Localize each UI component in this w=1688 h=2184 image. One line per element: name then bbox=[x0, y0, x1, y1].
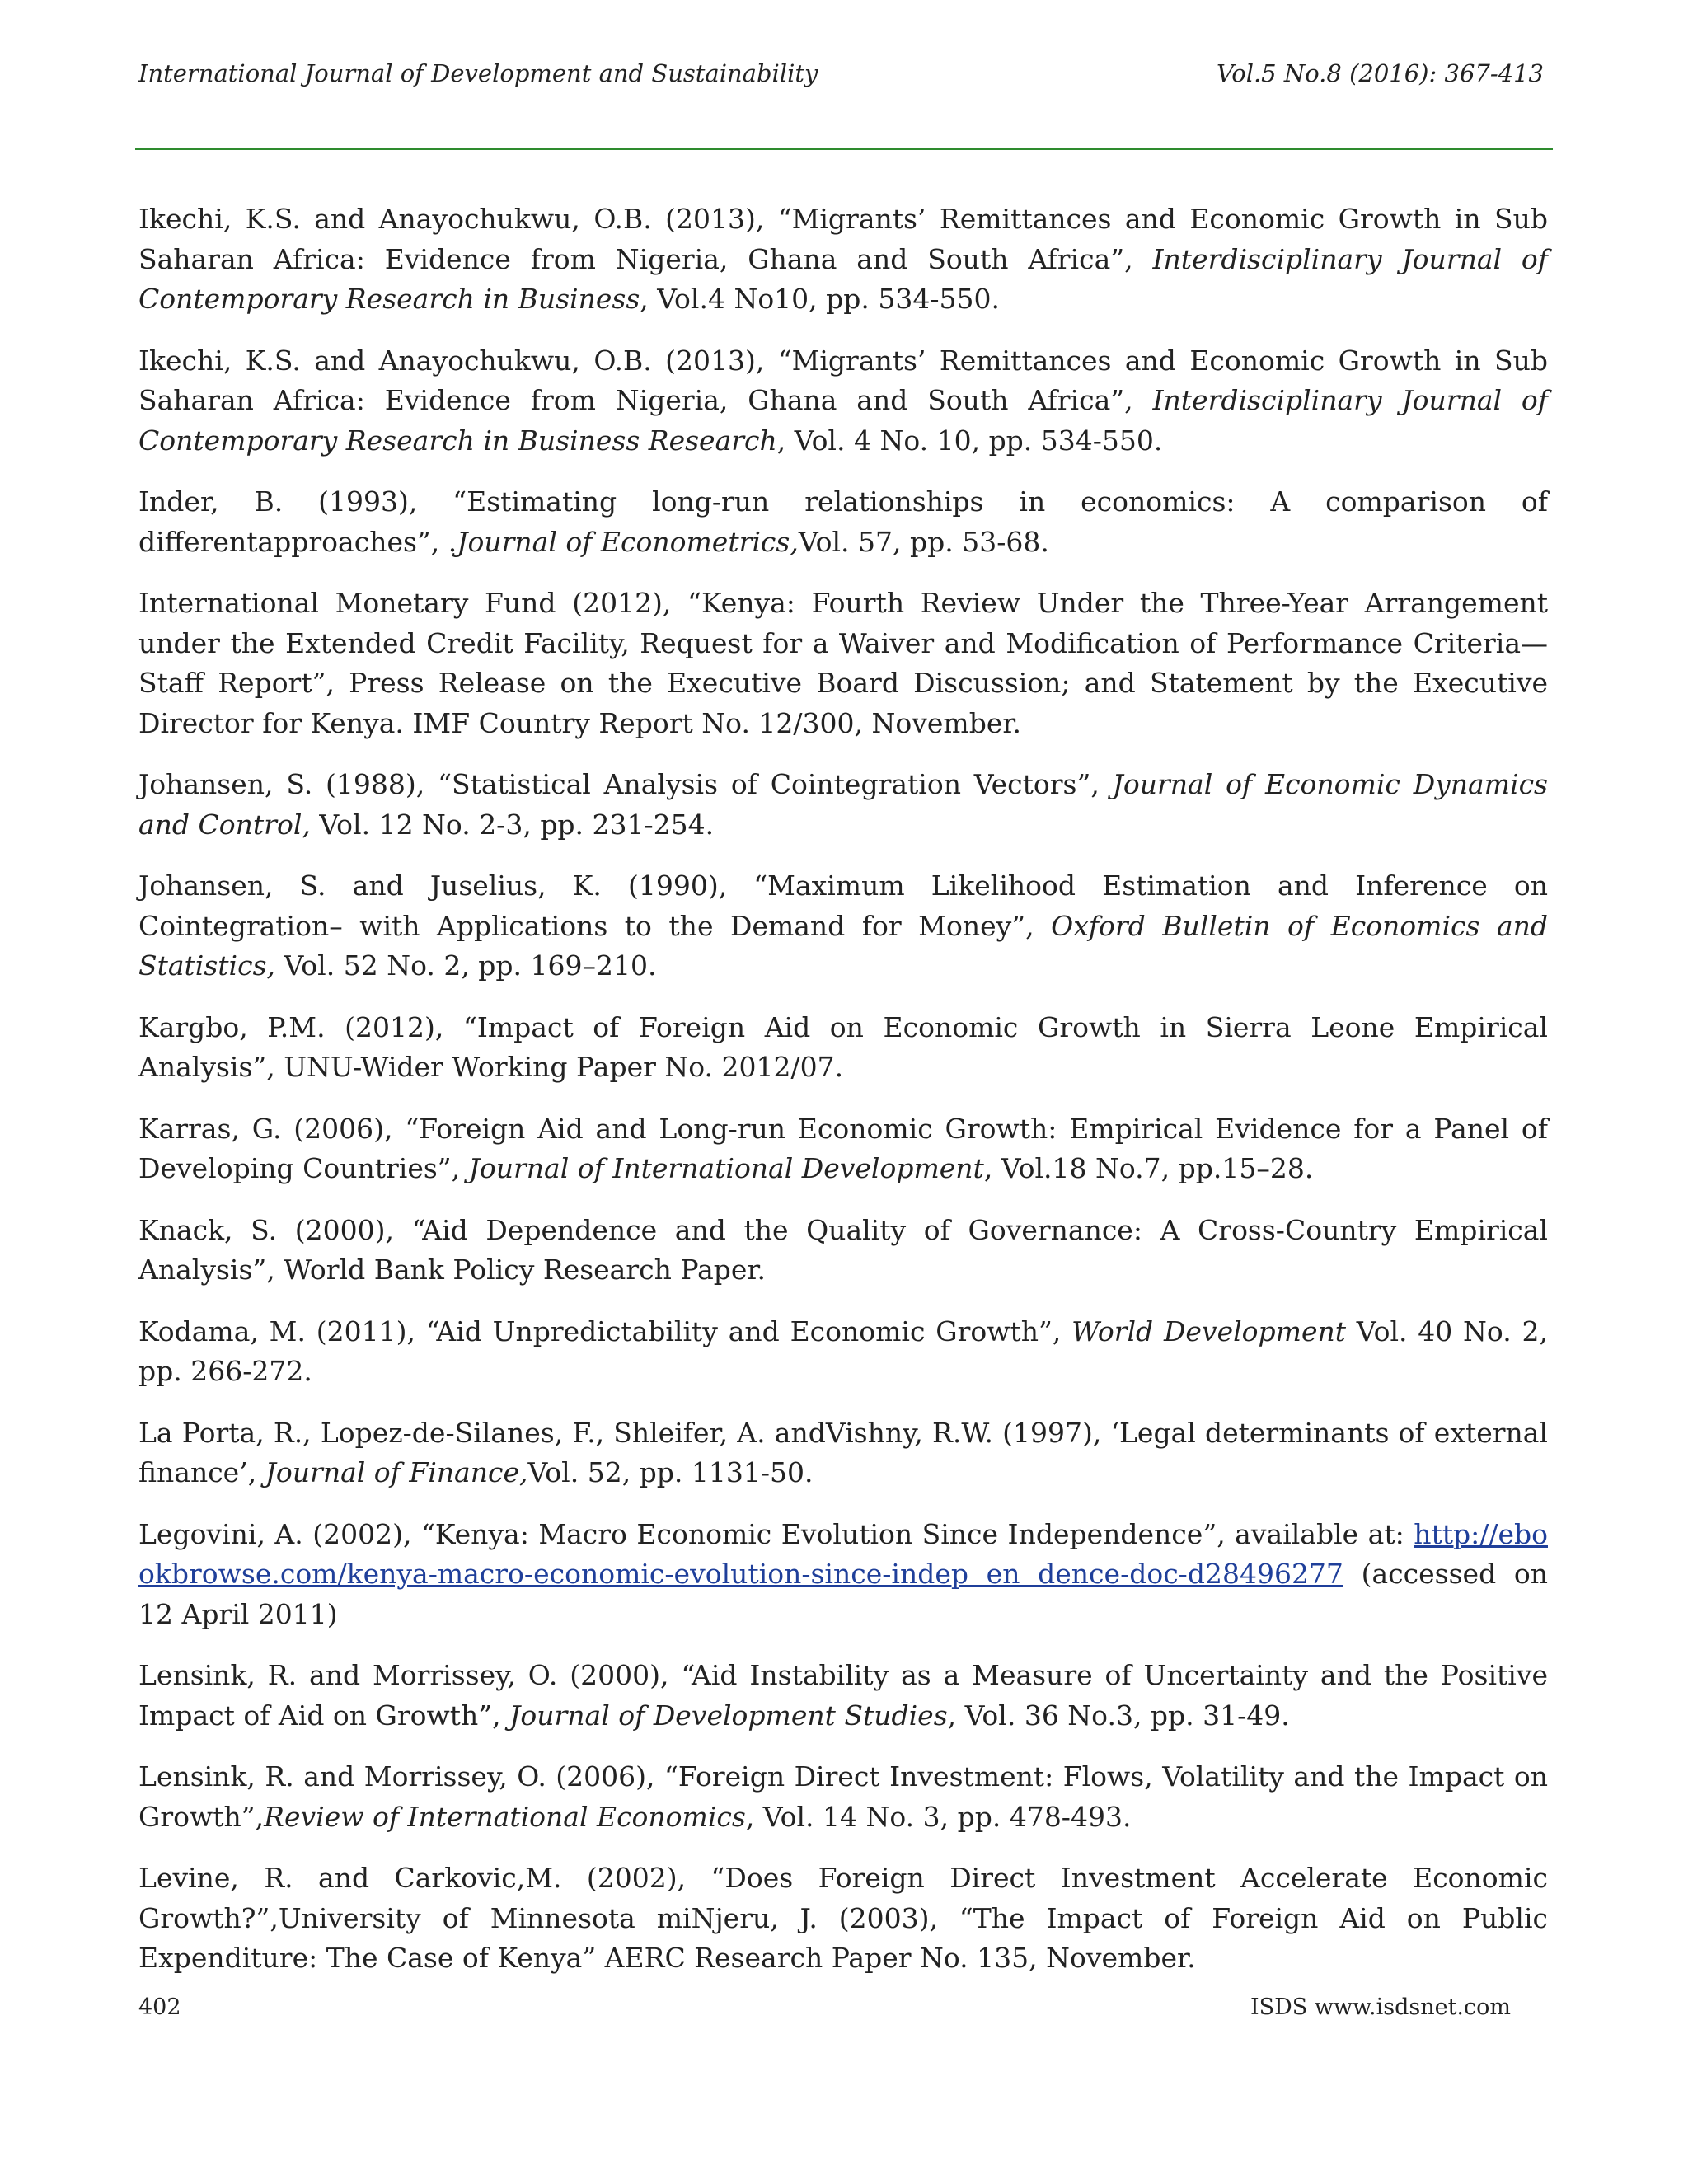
reference-text: Knack, S. (2000), “Aid Dependence and the Quality of Governance: A Cross-Country Empirical Analysis”, World Bank Policy Research Paper. bbox=[138, 1213, 1548, 1286]
reference-details: Vol. 52, pp. 1131-50. bbox=[528, 1456, 814, 1488]
reference-details: , Vol. 36 No.3, pp. 31-49. bbox=[947, 1699, 1290, 1732]
reference-text: Kargbo, P.M. (2012), “Impact of Foreign Aid on Economic Growth in Sierra Leone Empirical Analysis”, UNU-Wider Working Paper No. 2012/07. bbox=[138, 1010, 1548, 1083]
publication-title: Journal of Finance, bbox=[265, 1456, 528, 1488]
running-header bbox=[138, 59, 1544, 96]
reference-details: , Vol.4 No10, pp. 534-550. bbox=[640, 283, 1000, 315]
reference-entry bbox=[138, 1211, 1548, 1291]
reference-entry bbox=[138, 583, 1548, 743]
reference-entry bbox=[138, 1312, 1548, 1392]
journal-title: International Journal of Development and Sustainability bbox=[138, 59, 818, 87]
publication-title: Journal of Economic Dynamics and Control, bbox=[138, 768, 1548, 841]
publication-title: World Development bbox=[1071, 1315, 1346, 1347]
volume-info: Vol.5 No.8 (2016): 367-413 bbox=[1216, 59, 1544, 87]
reference-details: Vol. 40 No. 2, pp. 266-272. bbox=[138, 1315, 1548, 1387]
reference-text: Kodama, M. (2011), “Aid Unpredictability and Economic Growth”, bbox=[138, 1315, 1072, 1347]
reference-text: Legovini, A. (2002), “Kenya: Macro Economic Evolution Since Independence”, available at: bbox=[138, 1517, 1414, 1550]
publication-title: Journal of International Development bbox=[468, 1152, 984, 1184]
reference-entry bbox=[138, 199, 1548, 320]
publication-title: Oxford Bulletin of Economics and Statistics, bbox=[138, 909, 1548, 982]
reference-entry bbox=[138, 341, 1548, 462]
reference-details: Vol. 57, pp. 53-68. bbox=[798, 525, 1049, 558]
reference-details: , Vol.18 No.7, pp.15–28. bbox=[983, 1152, 1314, 1184]
access-note: (accessed on 12 April 2011) bbox=[138, 1558, 1549, 1630]
reference-text: International Monetary Fund (2012), “Kenya: Fourth Review Under the Three-Year Arrangement under the Extended Credit Facility, Request for a Waiver and Modification of Performance Criteria—Staff Report”, Press Release on the Executive Board Discussion; and Statement by the Executive Director for Kenya. IMF Country Report No. 12/300, November. bbox=[138, 587, 1548, 739]
reference-list bbox=[138, 199, 1548, 2000]
publication-title: Journal of Development Studies bbox=[509, 1699, 948, 1732]
header-divider bbox=[135, 148, 1553, 150]
publication-title: Journal of Econometrics, bbox=[457, 525, 799, 558]
reference-text: La Porta, R., Lopez-de-Silanes, F., Shleifer, A. andVishny, R.W. (1997), ‘Legal determinants of external finance’, bbox=[138, 1416, 1548, 1488]
page-footer bbox=[138, 1994, 1511, 2027]
reference-text: Levine, R. and Carkovic,M. (2002), “Does Foreign Direct Investment Accelerate Economic Growth?”,University of Minnesota miNjeru, J. (2003), “The Impact of Foreign Aid on Public Expenditure: The Case of Kenya” AERC Research Paper No. 135, November. bbox=[138, 1862, 1548, 1974]
reference-details: Vol. 12 No. 2-3, pp. 231-254. bbox=[310, 808, 715, 841]
reference-details: , Vol. 4 No. 10, pp. 534-550. bbox=[776, 424, 1163, 457]
reference-entry bbox=[138, 1413, 1548, 1493]
reference-text: Johansen, S. and Juselius, K. (1990), “Maximum Likelihood Estimation and Inference on Cointegration– with Applications to the Demand for Money”, bbox=[138, 869, 1548, 942]
publication-title: Review of International Economics bbox=[264, 1800, 746, 1833]
publication-title: Interdisciplinary Journal of Contemporary Research in Business Research bbox=[138, 384, 1548, 457]
reference-text: Lensink, R. and Morrissey, O. (2006), “Foreign Direct Investment: Flows, Volatility and the Impact on Growth”, bbox=[138, 1760, 1548, 1833]
reference-entry bbox=[138, 482, 1548, 562]
reference-entry bbox=[138, 1757, 1548, 1837]
reference-entry bbox=[138, 765, 1548, 845]
page-number: 402 bbox=[138, 1994, 181, 2020]
reference-details: , Vol. 14 No. 3, pp. 478-493. bbox=[745, 1800, 1132, 1833]
reference-entry bbox=[138, 1109, 1548, 1189]
reference-text: Lensink, R. and Morrissey, O. (2000), “Aid Instability as a Measure of Uncertainty and the Positive Impact of Aid on Growth”, bbox=[138, 1659, 1548, 1732]
reference-entry bbox=[138, 1656, 1548, 1736]
publication-title: Interdisciplinary Journal of Contemporary Research in Business bbox=[138, 242, 1548, 315]
reference-entry bbox=[138, 1008, 1548, 1088]
reference-text: Inder, B. (1993), “Estimating long-run relationships in economics: A comparison of differentapproaches”, . bbox=[138, 485, 1548, 558]
reference-entry bbox=[138, 1858, 1548, 1979]
reference-entry bbox=[138, 866, 1548, 987]
reference-text: Johansen, S. (1988), “Statistical Analysis of Cointegration Vectors”, bbox=[138, 768, 1113, 800]
reference-text: Ikechi, K.S. and Anayochukwu, O.B. (2013), “Migrants’ Remittances and Economic Growth in Sub Saharan Africa: Evidence from Nigeria, Ghana and South Africa”, bbox=[138, 203, 1548, 275]
publisher-site: ISDS www.isdsnet.com bbox=[1250, 1994, 1511, 2020]
reference-text: Karras, G. (2006), “Foreign Aid and Long-run Economic Growth: Empirical Evidence for a Panel of Developing Countries”, bbox=[138, 1112, 1548, 1184]
reference-text: Ikechi, K.S. and Anayochukwu, O.B. (2013), “Migrants’ Remittances and Economic Growth in Sub Saharan Africa: Evidence from Nigeria, Ghana and South Africa”, bbox=[138, 344, 1548, 416]
reference-url-link[interactable]: http://ebookbrowse.com/kenya-macro-economic-evolution-since-indep en dence-doc-d28496277 bbox=[138, 1517, 1548, 1590]
reference-details: Vol. 52 No. 2, pp. 169–210. bbox=[275, 949, 657, 982]
reference-entry bbox=[138, 1515, 1548, 1635]
